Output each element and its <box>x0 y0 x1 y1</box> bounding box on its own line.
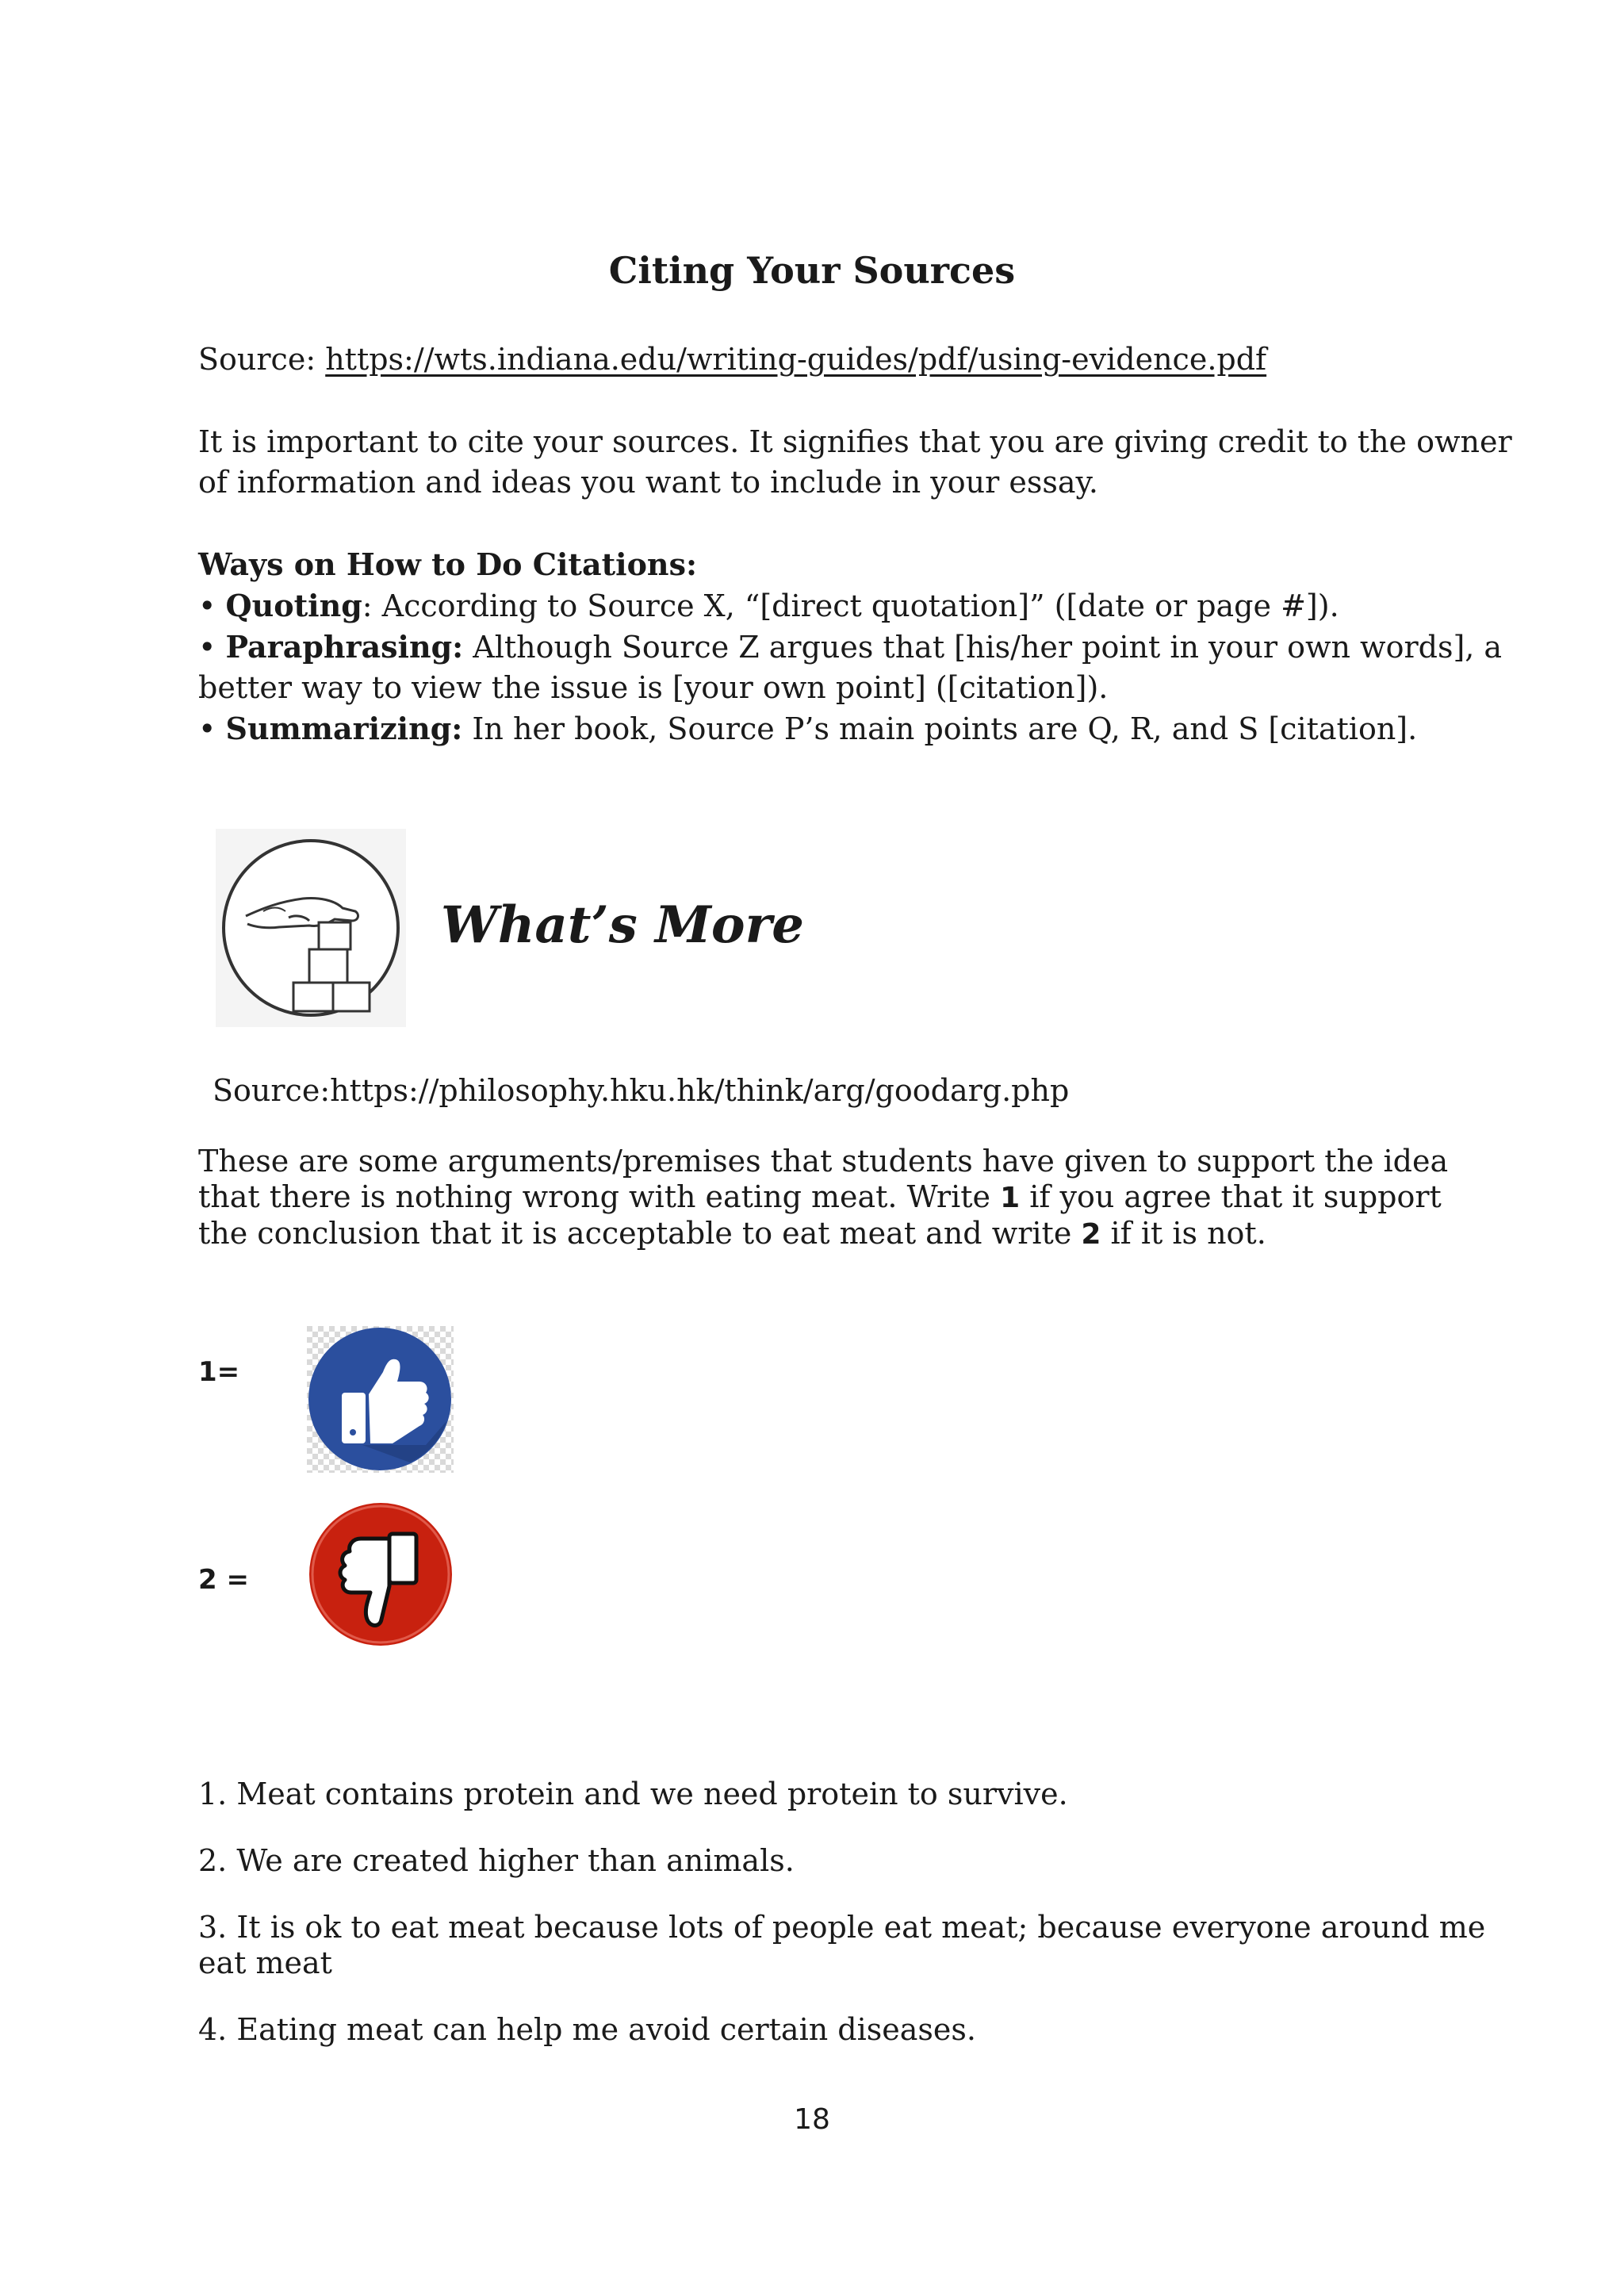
instructions-line: the conclusion that it is acceptable to eat meat and write 2 if it is not. <box>198 1216 1266 1251</box>
quoting-text: : According to Source X, “[direct quotation]” ([date or page #]). <box>362 588 1339 623</box>
intro-line: of information and ideas you want to include in your essay. <box>198 465 1099 500</box>
whats-more-icon <box>216 829 406 1027</box>
summarizing-term: Summarizing: <box>225 711 463 746</box>
intro-line: It is important to cite your sources. It signifies that you are giving credit to the owner <box>198 424 1512 459</box>
instructions-paragraph <box>198 1144 1448 1252</box>
list-item: 1. Meat contains protein and we need protein to survive. <box>198 1777 1068 1811</box>
source-link[interactable]: https://wts.indiana.edu/writing-guides/pdf/using-evidence.pdf <box>325 342 1267 377</box>
thumbs-down-icon <box>307 1501 454 1648</box>
paraphrasing-term: Paraphrasing: <box>225 629 464 665</box>
list-item: 2. We are created higher than animals. <box>198 1843 795 1878</box>
disagree-label: 2 = <box>198 1564 249 1596</box>
list-item: • Paraphrasing: Although Source Z argues that [his/her point in your own words], a <box>198 629 1503 665</box>
list-item: 4. Eating meat can help me avoid certain diseases. <box>198 2012 976 2047</box>
list-item-continuation: eat meat <box>198 1945 332 1980</box>
section-title: What’s More <box>441 895 804 955</box>
agree-label: 1= <box>198 1356 240 1388</box>
page-title: Citing Your Sources <box>608 249 1016 292</box>
instructions-line: These are some arguments/premises that students have given to support the idea <box>198 1144 1449 1179</box>
thumbs-up-icon <box>307 1326 454 1473</box>
list-item: 3. It is ok to eat meat because lots of people eat meat; because everyone around me <box>198 1910 1486 1945</box>
paraphrasing-text: Although Source Z argues that [his/her point in your own words], a <box>463 630 1503 665</box>
instructions-line: that there is nothing wrong with eating meat. Write 1 if you agree that it support <box>198 1179 1442 1214</box>
intro-paragraph <box>198 422 1512 503</box>
page-number: 18 <box>794 2103 830 2136</box>
arguments-list <box>198 1777 1485 2048</box>
summarizing-text: In her book, Source P’s main points are Q, R, and S [citation]. <box>462 711 1418 746</box>
citation-ways-title: Ways on How to Do Citations: <box>198 546 697 582</box>
source-line <box>198 339 1266 380</box>
list-item: • Quoting: According to Source X, “[direct quotation]” ([date or page #]). <box>198 588 1339 623</box>
source-label: Source: <box>198 342 326 377</box>
citation-ways <box>198 544 1502 749</box>
quoting-term: Quoting <box>225 588 362 623</box>
source-line-2: Source:https://philosophy.hku.hk/think/arg/goodarg.php <box>213 1073 1070 1108</box>
paraphrasing-continuation: better way to view the issue is [your own point] ([citation]). <box>198 670 1109 705</box>
list-item: • Summarizing: In her book, Source P’s main points are Q, R, and S [citation]. <box>198 711 1418 746</box>
